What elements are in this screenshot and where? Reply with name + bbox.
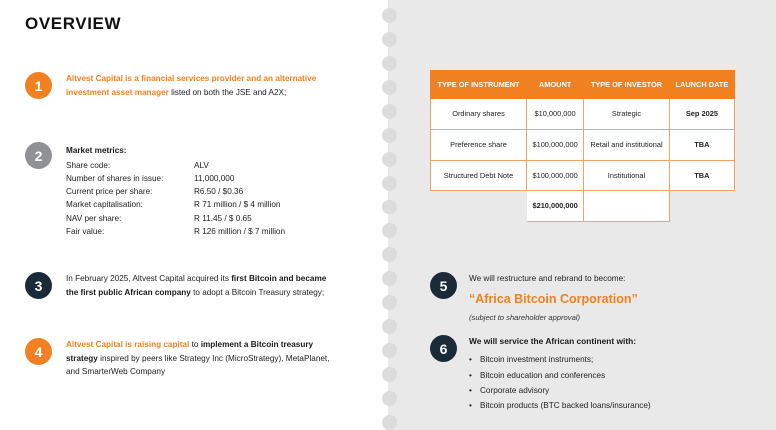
item-number-badge: 4 <box>25 338 52 365</box>
item-5-text <box>469 272 638 324</box>
dot <box>382 367 397 382</box>
dot <box>382 319 397 334</box>
cell-launch-date: TBA <box>669 160 734 191</box>
item-4-lead: Altvest Capital is raising capital <box>66 340 190 349</box>
metric-row <box>66 212 285 225</box>
dot <box>382 295 397 310</box>
th-type-of-instrument: TYPE OF INSTRUMENT <box>431 71 527 99</box>
dot <box>382 415 397 430</box>
list-item: • Corporate advisory <box>469 383 651 398</box>
cell-empty <box>669 191 734 222</box>
dot <box>382 271 397 286</box>
dot <box>382 247 397 262</box>
item-1-rest: listed on both the JSE and A2X; <box>168 87 287 97</box>
metric-value: R 71 million / $ 4 million <box>194 200 281 210</box>
cell-investor: Institutional <box>584 160 670 191</box>
item-number-badge: 3 <box>25 272 52 299</box>
item-5-intro: We will restructure and rebrand to become: <box>469 274 626 283</box>
item-number-badge: 6 <box>430 335 457 362</box>
dot <box>382 176 397 191</box>
dot <box>382 80 397 95</box>
dot <box>382 223 397 238</box>
item-5-headline: “Africa Bitcoin Corporation” <box>469 292 638 307</box>
metric-value: R6.50 / $0.36 <box>194 187 244 197</box>
cell-instrument: Ordinary shares <box>431 99 527 130</box>
item-3-text <box>66 272 338 299</box>
th-launch-date: LAUNCH DATE <box>669 71 734 99</box>
item-number-badge: 2 <box>25 142 52 169</box>
list-item: • Bitcoin education and conferences <box>469 368 651 383</box>
item-1-lead: Altvest Capital is a financial services provider and an alternative investment asset manager <box>66 74 317 97</box>
metric-label: Market capitalisation: <box>66 200 143 210</box>
overview-item-5 <box>430 272 638 324</box>
cell-launch-date: TBA <box>669 129 734 160</box>
metric-value: R 11.45 / $ 0.65 <box>194 213 252 223</box>
metric-label: Current price per share: <box>66 187 153 197</box>
dot <box>382 391 397 406</box>
instruments-table <box>430 70 735 222</box>
metric-value: ALV <box>194 160 209 170</box>
metric-row <box>66 198 285 211</box>
metric-row <box>66 159 285 172</box>
cell-investor: Strategic <box>584 99 670 130</box>
item-1-text <box>66 72 338 99</box>
metric-row <box>66 185 285 198</box>
cell-instrument: Structured Debt Note <box>431 160 527 191</box>
dot <box>382 8 397 23</box>
metric-label: NAV per share: <box>66 213 122 223</box>
cell-empty <box>431 191 527 222</box>
item-3-pre: In February 2025, Altvest Capital acquired its <box>66 274 232 283</box>
cell-amount: $100,000,000 <box>527 160 584 191</box>
item-4-bold: implement a Bitcoin treasury strategy <box>66 340 314 363</box>
metric-label: Fair value: <box>66 226 105 236</box>
cell-launch-date: Sep 2025 <box>669 99 734 130</box>
item-4-mid: to <box>189 340 201 349</box>
item-6-heading: We will service the African continent with: <box>469 336 637 346</box>
overview-item-3 <box>25 272 338 299</box>
item-number-badge: 1 <box>25 72 52 99</box>
decorative-dots <box>372 0 406 430</box>
dot <box>382 104 397 119</box>
table-total-row <box>431 191 735 222</box>
overview-item-4 <box>25 338 338 379</box>
cell-investor: Retail and institutional <box>584 129 670 160</box>
metric-value: R 126 million / $ 7 million <box>194 226 286 236</box>
dot <box>382 200 397 215</box>
item-number-badge: 5 <box>430 272 457 299</box>
metric-row <box>66 225 285 238</box>
list-item: • Bitcoin investment instruments; <box>469 352 651 367</box>
overview-item-1 <box>25 72 338 99</box>
th-amount: AMOUNT <box>527 71 584 99</box>
item-6-text <box>469 335 651 413</box>
dot <box>382 343 397 358</box>
overview-item-6 <box>430 335 651 413</box>
cell-empty <box>584 191 670 222</box>
item-3-bold: first Bitcoin and became the first public African company <box>66 274 327 297</box>
table-row <box>431 129 735 160</box>
dot <box>382 152 397 167</box>
dot <box>382 56 397 71</box>
cell-amount: $100,000,000 <box>527 129 584 160</box>
item-4-text <box>66 338 338 379</box>
metric-label: Number of shares in issue: <box>66 173 164 183</box>
metric-row <box>66 172 285 185</box>
th-type-of-investor: TYPE OF INVESTOR <box>584 71 670 99</box>
list-item: • Bitcoin products (BTC backed loans/insurance) <box>469 398 651 413</box>
table-row <box>431 99 735 130</box>
table-row <box>431 160 735 191</box>
market-metrics-title: Market metrics: <box>66 146 127 155</box>
item-4-post: inspired by peers like Strategy Inc (MicroStrategy), MetaPlanet, and SmarterWeb Company <box>66 353 330 377</box>
cell-amount: $10,000,000 <box>527 99 584 130</box>
cell-total-amount: $210,000,000 <box>527 191 584 222</box>
dot <box>382 32 397 47</box>
table-header-row <box>431 71 735 99</box>
page-title: OVERVIEW <box>25 14 122 33</box>
item-5-note: (subject to shareholder approval) <box>469 313 581 323</box>
overview-item-2 <box>25 142 285 238</box>
market-metrics <box>66 144 285 238</box>
cell-instrument: Preference share <box>431 129 527 160</box>
item-6-list <box>469 352 651 413</box>
dot <box>382 128 397 143</box>
item-3-post: to adopt a Bitcoin Treasury strategy; <box>190 287 325 297</box>
metric-value: 11,000,000 <box>194 173 235 183</box>
metric-label: Share code: <box>66 160 111 170</box>
